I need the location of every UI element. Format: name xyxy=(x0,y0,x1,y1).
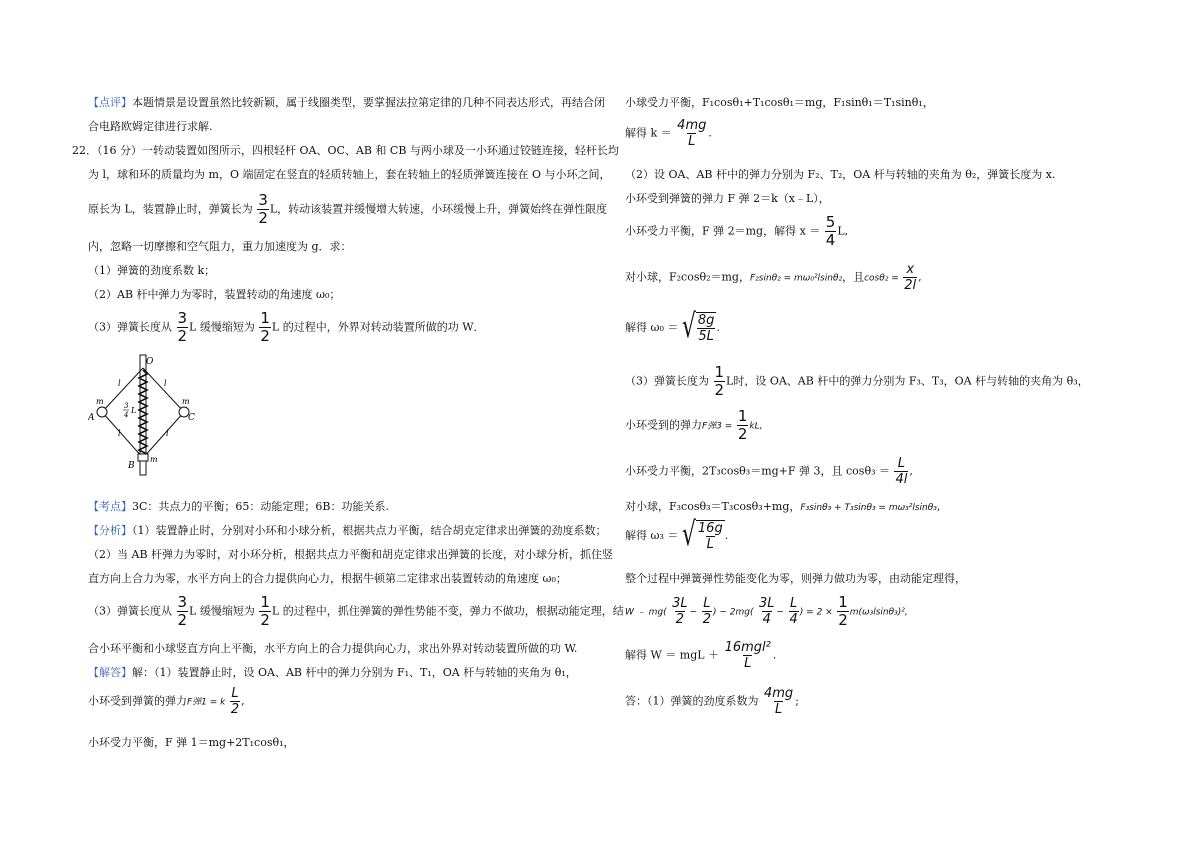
analysis-line-1: 【分析】（1）装置静止时，分别对小环和小球分析，根据共点力平衡，结合胡克定律求出弹簧的劲度系数； xyxy=(88,524,607,537)
apparatus-diagram xyxy=(88,350,208,480)
fraction-16mgl2-L: $\frac{\text{16mgl²}}{L}$ xyxy=(724,640,771,671)
fraction-4mg-L: $\frac{4mg}{L}$ xyxy=(764,686,794,717)
solution-line-2: 解得 k ＝ $\frac{4mg}{L}$ . xyxy=(625,118,712,149)
label-l-OC: l xyxy=(164,379,167,388)
solution-line-4: 小环受到弹簧的弹力 F 弹 2＝k（x﹣L）， xyxy=(625,192,830,205)
rod-OC xyxy=(143,368,184,412)
fraction-3L-4: $\frac{3L}{4}$ xyxy=(758,596,775,627)
sqrt-16g-L: √ $\frac{16g}{L}$ xyxy=(681,516,723,554)
analysis-line-5: 合小环平衡和小球竖直方向上平衡，水平方向上的合力提供向心力，求出外界对转动装置所做的功 W. xyxy=(88,642,578,655)
solution-line-12: 解得 ω₃ ＝ √ $\frac{16g}{L}$ . xyxy=(625,516,729,554)
fraction-L-2: $\frac{L}{2}$ xyxy=(230,686,240,717)
label-l-OA: l xyxy=(118,379,121,388)
analysis-tag: 【分析】 xyxy=(88,524,132,537)
label-l-CB: l xyxy=(166,429,169,438)
question-line-1: 22．（16 分）一转动装置如图所示，四根轻杆 OA、OC、AB 和 CB 与两小球及一小环通过铰链连接，轻杆长均 xyxy=(72,144,619,157)
fraction-L-4l: $\frac{L}{4l}$ xyxy=(895,456,908,487)
label-L: L xyxy=(131,406,137,415)
solution-line-9: 小环受到的弹力F弹3 = $\frac{1}{2}$ kL, xyxy=(625,407,763,443)
label-m-B: m xyxy=(150,455,158,464)
question-line-3: 原长为 L，装置静止时，弹簧长为 $\frac{3}{2}$ L，转动该装置并缓慢增大转速，小环缓慢上升，弹簧始终在弹性限度 xyxy=(88,191,608,227)
fraction-3-2: $\frac{3}{2}$ xyxy=(177,593,188,629)
sqrt-8g-5L: √ $\frac{8g}{5L}$ xyxy=(681,308,715,346)
solution-line-11: 对小球，F₃cosθ₃＝T₃cosθ₃+mg，F₃sinθ₃ + T₃sinθ₃ = mω₃²lsinθ₃, xyxy=(625,500,941,513)
question-line-7: （3）弹簧长度从 $\frac{3}{2}$ L 缓慢缩短为 $\frac{1}{2}$ L 的过程中，外界对转动装置所做的功 W． xyxy=(88,309,485,345)
solution-line-3: （2）设 OA、AB 杆中的弹力分别为 F₂、T₂，OA 杆与转轴的夹角为 θ₂，弹簧长度为 x. xyxy=(625,168,1056,181)
fraction-5-4: $\frac{5}{4}$ xyxy=(825,213,836,249)
review-tag: 【点评】 xyxy=(88,96,132,109)
label-O: O xyxy=(146,357,154,367)
solution-line-10: 小环受力平衡，2T₃cosθ₃＝mg+F 弹 3，且 cosθ₃ ＝ $\frac{L}{4l}$ , xyxy=(625,456,913,487)
answer-line-3: 小环受力平衡，F 弹 1＝mg+2T₁cosθ₁， xyxy=(88,736,295,749)
question-line-2: 为 l，球和环的质量均为 m，O 端固定在竖直的轻质转轴上，套在转轴上的轻质弹簧连接在 O 与小环之间， xyxy=(88,168,611,181)
analysis-line-3: 直方向上合力为零，水平方向上的合力提供向心力，根据牛顿第二定律求出装置转动的角速度 ω₀； xyxy=(88,572,567,585)
fraction-4mg-L: $\frac{4mg}{L}$ xyxy=(677,118,707,149)
fraction-L-4: $\frac{L}{4}$ xyxy=(789,596,798,627)
review-line-2: 合电路欧姆定律进行求解. xyxy=(88,120,213,133)
label-m-C: m xyxy=(182,397,190,406)
label-m-A: m xyxy=(96,397,104,406)
label-A: A xyxy=(88,413,95,423)
review-line-1: 【点评】本题情景是设置虽然比较新颖，属于线圈类型，要掌握法拉第定律的几种不同表达形式，再结合闭 xyxy=(88,96,605,109)
answer-tag: 【解答】 xyxy=(88,666,132,679)
answer-line-1: 【解答】解：（1）装置静止时，设 OA、AB 杆中的弹力分别为 F₁、T₁，OA 杆与转轴的夹角为 θ₁， xyxy=(88,666,577,679)
fraction-1-2: $\frac{1}{2}$ xyxy=(260,309,270,345)
solution-line-8: （3）弹簧长度为 $\frac{1}{2}$ L时，设 OA、AB 杆中的弹力分别为 F₃、T₃，OA 杆与转轴的夹角为 θ₃， xyxy=(625,363,1089,399)
kaodian-line: 【考点】3C：共点力的平衡；65：动能定理；6B：功能关系. xyxy=(88,500,389,513)
fraction-3-2: $\frac{3}{2}$ xyxy=(177,309,188,345)
solution-line-5: 小环受力平衡，F 弹 2＝mg，解得 x ＝ $\frac{5}{4}$ L, xyxy=(625,213,849,249)
question-line-5: （1）弹簧的劲度系数 k； xyxy=(88,264,216,277)
analysis-line-4: （3）弹簧长度从 $\frac{3}{2}$ L 缓慢缩短为 $\frac{1}{2}$ L 的过程中，抓住弹簧的弹性势能不变，弹力不做功，根据动能定理，结 xyxy=(88,593,624,629)
fraction-x-2l: $\frac{x}{2l}$ xyxy=(904,262,917,293)
question-line-6: （2）AB 杆中弹力为零时，装置转动的角速度 ω₀； xyxy=(88,288,341,301)
label-3-4: 3 xyxy=(124,402,129,410)
ring-B xyxy=(138,454,148,461)
answer-line-2: 小环受到弹簧的弹力F弹1 = k $\frac{L}{2}$ , xyxy=(88,686,245,717)
label-C: C xyxy=(188,413,195,423)
kaodian-tag: 【考点】 xyxy=(88,500,132,513)
question-line-4: 内，忽略一切摩擦和空气阻力，重力加速度为 g．求： xyxy=(88,240,352,253)
ball-A xyxy=(97,407,107,417)
solution-line-7: 解得 ω₀ ＝ √ $\frac{8g}{5L}$ . xyxy=(625,308,720,346)
solution-line-15: 解得 W ＝ mgL ＋ $\frac{\text{16mgl²}}{L}$ . xyxy=(625,640,777,671)
solution-line-6: 对小球，F₂cosθ₂＝mg，F₂sinθ₂ = mω₀²lsinθ₂，且cosθ₂ = $\frac{x}{2l}$ , xyxy=(625,262,922,293)
fraction-1-2: $\frac{1}{2}$ xyxy=(838,593,848,629)
svg-text:4: 4 xyxy=(124,411,129,419)
analysis-line-2: （2）当 AB 杆弹力为零时，对小环分析，根据共点力平衡和胡克定律求出弹簧的长度，对小球分析，抓住竖 xyxy=(88,548,614,561)
solution-line-16: 答：（1）弹簧的劲度系数为 $\frac{4mg}{L}$ ; xyxy=(625,686,799,717)
rod-CB xyxy=(143,412,184,458)
fraction-L-2: $\frac{L}{2}$ xyxy=(702,596,711,627)
rod-AB xyxy=(102,412,143,458)
solution-line-13: 整个过程中弹簧弹性势能变化为零，则弹力做功为零，由动能定理得， xyxy=(625,572,966,585)
label-l-AB: l xyxy=(118,429,121,438)
solution-line-1: 小球受力平衡，F₁cosθ₁+T₁cosθ₁＝mg，F₁sinθ₁＝T₁sinθ₁， xyxy=(625,96,934,109)
label-B: B xyxy=(128,461,135,471)
solution-line-14: W ﹣ mg( $\frac{3L}{2}$ − $\frac{L}{2}$ ) − 2mg( $\frac{3L}{4}$ − $\frac{L}{4}$ ) = 2 × $\frac{1}{2}$ m(ω₃lsinθ₃)², xyxy=(625,593,908,629)
fraction-1-2: $\frac{1}{2}$ xyxy=(714,363,725,399)
fraction-1-2: $\frac{1}{2}$ xyxy=(260,593,270,629)
rod-OA xyxy=(102,368,143,412)
fraction-1-2: $\frac{1}{2}$ xyxy=(737,407,748,443)
fraction-3-2: $\frac{3}{2}$ xyxy=(258,191,268,227)
fraction-3L-2: $\frac{3L}{2}$ xyxy=(672,596,688,627)
